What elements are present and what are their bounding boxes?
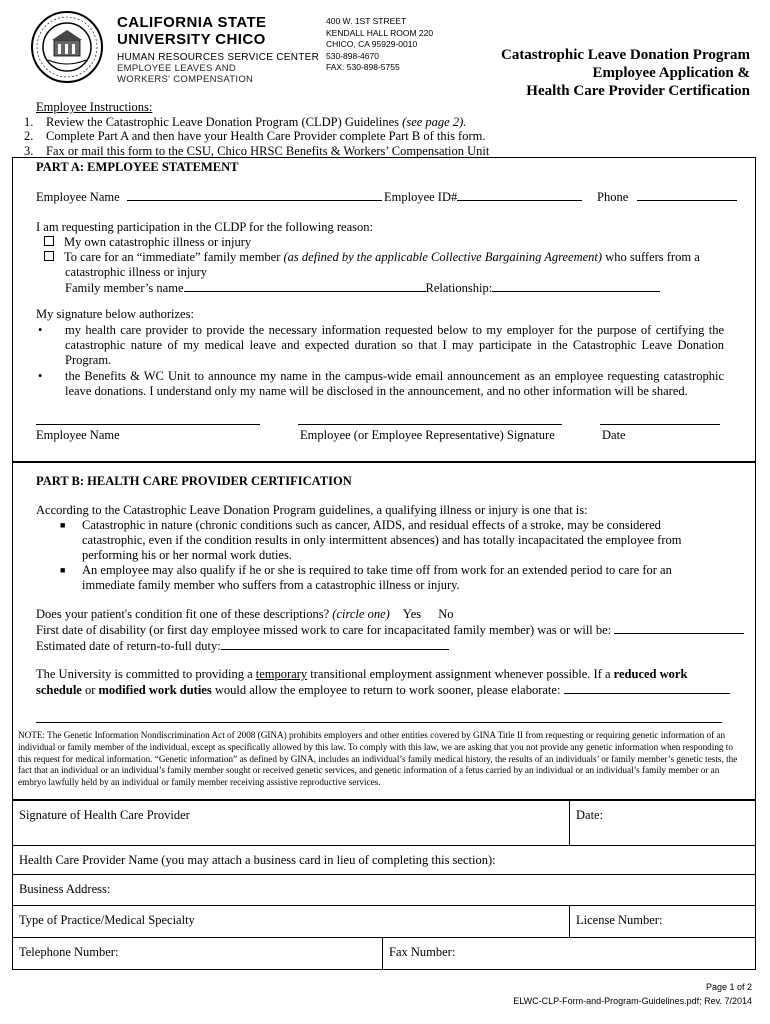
telephone-cell[interactable] (12, 937, 383, 970)
answer-yes[interactable]: Yes (402, 607, 422, 621)
first-date-label: First date of disability (or first day employee missed work to care for incapacitated family member) was or will be: (36, 623, 612, 637)
instruction-number: 2. (24, 129, 34, 143)
criteria-item (36, 518, 726, 563)
criteria-item (36, 563, 726, 593)
phone-row (597, 189, 737, 205)
sig-date-label: Date (602, 428, 626, 442)
unit-name-line1: EMPLOYEE LEAVES AND (117, 63, 237, 74)
university-seal (30, 10, 104, 84)
phone-label: Phone (597, 190, 629, 204)
form-title (501, 46, 750, 100)
instruction-text-italic: (see page 2). (402, 114, 467, 129)
square-bullet-icon: ■ (60, 520, 66, 530)
employee-date-line[interactable] (600, 424, 720, 425)
checkbox-family-member[interactable] (44, 251, 54, 261)
elaborate-field[interactable] (564, 682, 730, 694)
authorization-item (36, 369, 724, 399)
bullet-icon: • (38, 369, 43, 383)
address-line: CHICO, CA 95929-0010 (326, 39, 418, 49)
option-family-line2: catastrophic illness or injury (65, 265, 207, 279)
criteria-intro: According to the Catastrophic Leave Donation Program guidelines, a qualifying illness or injury is one that is: (36, 503, 588, 517)
transition-temporary: temporary (255, 667, 308, 681)
business-address-cell[interactable] (12, 874, 756, 906)
gina-notice: NOTE: The Genetic Information Nondiscrimination Act of 2008 (GINA) prohibits employers and other entities covered by GINA Title II from requesting or requiring genetic information of an individual or family member of the individual, except as specifically allowed by this law. To comply with this law, we are asking that you not provide any genetic information when responding to this request for medical information. “Genetic information” as defined by GINA, includes an individual’s family medical history, the results of an individuals’ or family member’s genetic tests, the fact that an individual or an individual’s family member sought or received genetic services, and genetic information of a fetus carried by an individual or an individual’s family member or an embryo lawfully held by an individual or family member receiving assistive reproductive services. (18, 730, 738, 788)
provider-name-label: Health Care Provider Name (you may attach a business card in lieu of completing this section): (19, 853, 496, 867)
instructions-heading: Employee Instructions: (36, 100, 153, 114)
option-family-label: To care for an “immediate” family member (64, 250, 284, 264)
practice-specialty-label: Type of Practice/Medical Specialty (19, 913, 195, 927)
qualifying-criteria (36, 503, 726, 593)
provider-name-cell[interactable] (12, 845, 756, 875)
sig-signature-label: Employee (or Employee Representative) Signature (300, 428, 555, 442)
condition-questions (36, 607, 746, 654)
transition-text: or (81, 683, 99, 697)
page-number: Page 1 of 2 (705, 982, 752, 992)
authorizes-heading: My signature below authorizes: (36, 307, 194, 321)
form-title-line2: Employee Application & (592, 65, 750, 81)
transition-text: transitional employment assignment whenever possible. If a (307, 667, 614, 681)
authorization-block (36, 307, 724, 399)
employee-name-signature-line[interactable] (36, 424, 260, 425)
form-title-line1: Catastrophic Leave Donation Program (500, 47, 750, 63)
elaborate-field-line2[interactable] (36, 722, 722, 723)
square-bullet-icon: ■ (60, 565, 66, 575)
file-reference: ELWC-CLP-Form-and-Program-Guidelines.pdf; Rev. 7/2014 (513, 996, 752, 1006)
checkbox-own-illness[interactable] (44, 236, 54, 246)
transition-text: would allow the employee to return to work sooner, please elaborate: (211, 683, 561, 697)
option-family-label-end: who suffers from a (602, 250, 700, 264)
fax-cell[interactable] (382, 937, 756, 970)
instruction-number: 1. (24, 114, 34, 129)
address-line: 530-898-4670 (326, 50, 379, 61)
family-member-row (36, 280, 736, 296)
family-member-label: Family member’s name (65, 281, 184, 295)
return-date-field[interactable] (221, 638, 449, 650)
provider-date-label: Date: (576, 808, 604, 822)
option-family-member (36, 250, 736, 265)
option-own-illness (36, 235, 736, 250)
authorization-text: my health care provider to provide the necessary information requested below to my employer for the purpose of certifying the catastrophic nature of my medical leave and expected duration so that I may participate in the Catastrophic Leave Donation Program. (65, 323, 724, 367)
provider-signature-label: Signature of Health Care Provider (19, 808, 190, 822)
instruction-item (24, 129, 489, 144)
university-name-line2: UNIVERSITY CHICO (117, 31, 266, 48)
license-number-label: License Number: (576, 913, 663, 927)
employee-name-label: Employee Name (36, 190, 120, 204)
answer-no[interactable]: No (438, 607, 454, 621)
license-number-cell[interactable] (569, 905, 756, 938)
authorization-text: the Benefits & WC Unit to announce my name in the campus-wide email announcement as an employee requesting catastrophic leave donations. I understand only my name will be disclosed in the announcement, and no other information will be shared. (65, 369, 724, 398)
criteria-text: An employee may also qualify if he or she is required to take time off from work for an extended period to care for an immediate family member who suffers from a catastrophic illness or injury. (82, 563, 672, 592)
option-own-illness-label: My own catastrophic illness or injury (64, 235, 252, 249)
transition-text: The University is committed to providing a (36, 667, 256, 681)
address-line: KENDALL HALL ROOM 220 (326, 27, 434, 38)
reason-intro: I am requesting participation in the CLDP for the following reason: (36, 220, 373, 234)
address-line: FAX: 530-898-5755 (326, 62, 400, 72)
transition-reduced-schedule: reduced work schedule (36, 667, 688, 697)
instruction-text: Fax or mail this form to the CSU, Chico HRSC Benefits & Workers’ Compensation Unit (46, 143, 490, 158)
instruction-text: Complete Part A and then have your Health Care Provider complete Part B of this form. (46, 129, 486, 143)
employee-name-row (36, 189, 382, 205)
condition-question-row (36, 607, 746, 622)
return-date-row (36, 638, 746, 654)
return-date-label: Estimated date of return-to-full duty: (36, 639, 221, 653)
transitional-employment (36, 667, 736, 698)
employee-id-label: Employee ID# (384, 190, 458, 204)
mailing-address (326, 16, 433, 74)
instruction-text: Review the Catastrophic Leave Donation Program (CLDP) Guidelines (46, 114, 403, 129)
employee-signature-line[interactable] (298, 424, 562, 425)
telephone-label: Telephone Number: (19, 945, 119, 959)
authorization-item (36, 323, 724, 368)
condition-question: Does your patient's condition fit one of these descriptions? (36, 607, 333, 621)
fax-label: Fax Number: (389, 945, 456, 959)
part-a-heading: PART A: EMPLOYEE STATEMENT (36, 160, 239, 174)
part-b-heading: PART B: HEALTH CARE PROVIDER CERTIFICATION (36, 474, 352, 488)
employee-instructions (24, 100, 490, 158)
university-name (117, 14, 266, 48)
university-name-line1: CALIFORNIA STATE (117, 14, 267, 31)
circle-one-hint: (circle one) (332, 607, 390, 621)
transition-modified-duties: modified work duties (98, 683, 212, 697)
reason-block (36, 220, 736, 296)
instruction-item (24, 144, 489, 159)
relationship-label: Relationship: (425, 281, 493, 295)
option-family-label-italic: (as defined by the applicable Collective Bargaining Agreement) (283, 250, 603, 264)
form-title-line3: Health Care Provider Certification (526, 83, 750, 99)
provider-date-cell[interactable] (569, 800, 756, 846)
family-member-field[interactable] (184, 280, 426, 292)
relationship-field[interactable] (492, 280, 660, 292)
employee-id-field[interactable] (457, 189, 582, 201)
practice-specialty-cell[interactable] (12, 905, 570, 938)
department-block (117, 52, 319, 85)
first-date-row (36, 622, 746, 638)
address-line: 400 W. 1ST STREET (326, 16, 407, 26)
bullet-icon: • (38, 323, 43, 337)
employee-id-row (384, 189, 582, 205)
provider-signature-cell[interactable] (12, 800, 570, 846)
sig-employee-name-label: Employee Name (36, 428, 120, 442)
criteria-text: Catastrophic in nature (chronic conditions such as cancer, AIDS, and residual effects of a stroke, may be considered catastrophic, even if the condition results in only intermittent absences) and has totally incapacitated the employee from performing his or her normal work duties. (82, 518, 682, 562)
business-address-label: Business Address: (19, 882, 111, 896)
employee-name-field[interactable] (127, 189, 382, 201)
page-footer (513, 980, 752, 1008)
unit-name-line2: WORKERS' COMPENSATION (117, 74, 254, 85)
first-date-field[interactable] (614, 622, 744, 634)
phone-field[interactable] (637, 189, 737, 201)
instruction-item (24, 115, 489, 130)
department-name: HUMAN RESOURCES SERVICE CENTER (117, 52, 320, 63)
instruction-number: 3. (24, 143, 34, 158)
